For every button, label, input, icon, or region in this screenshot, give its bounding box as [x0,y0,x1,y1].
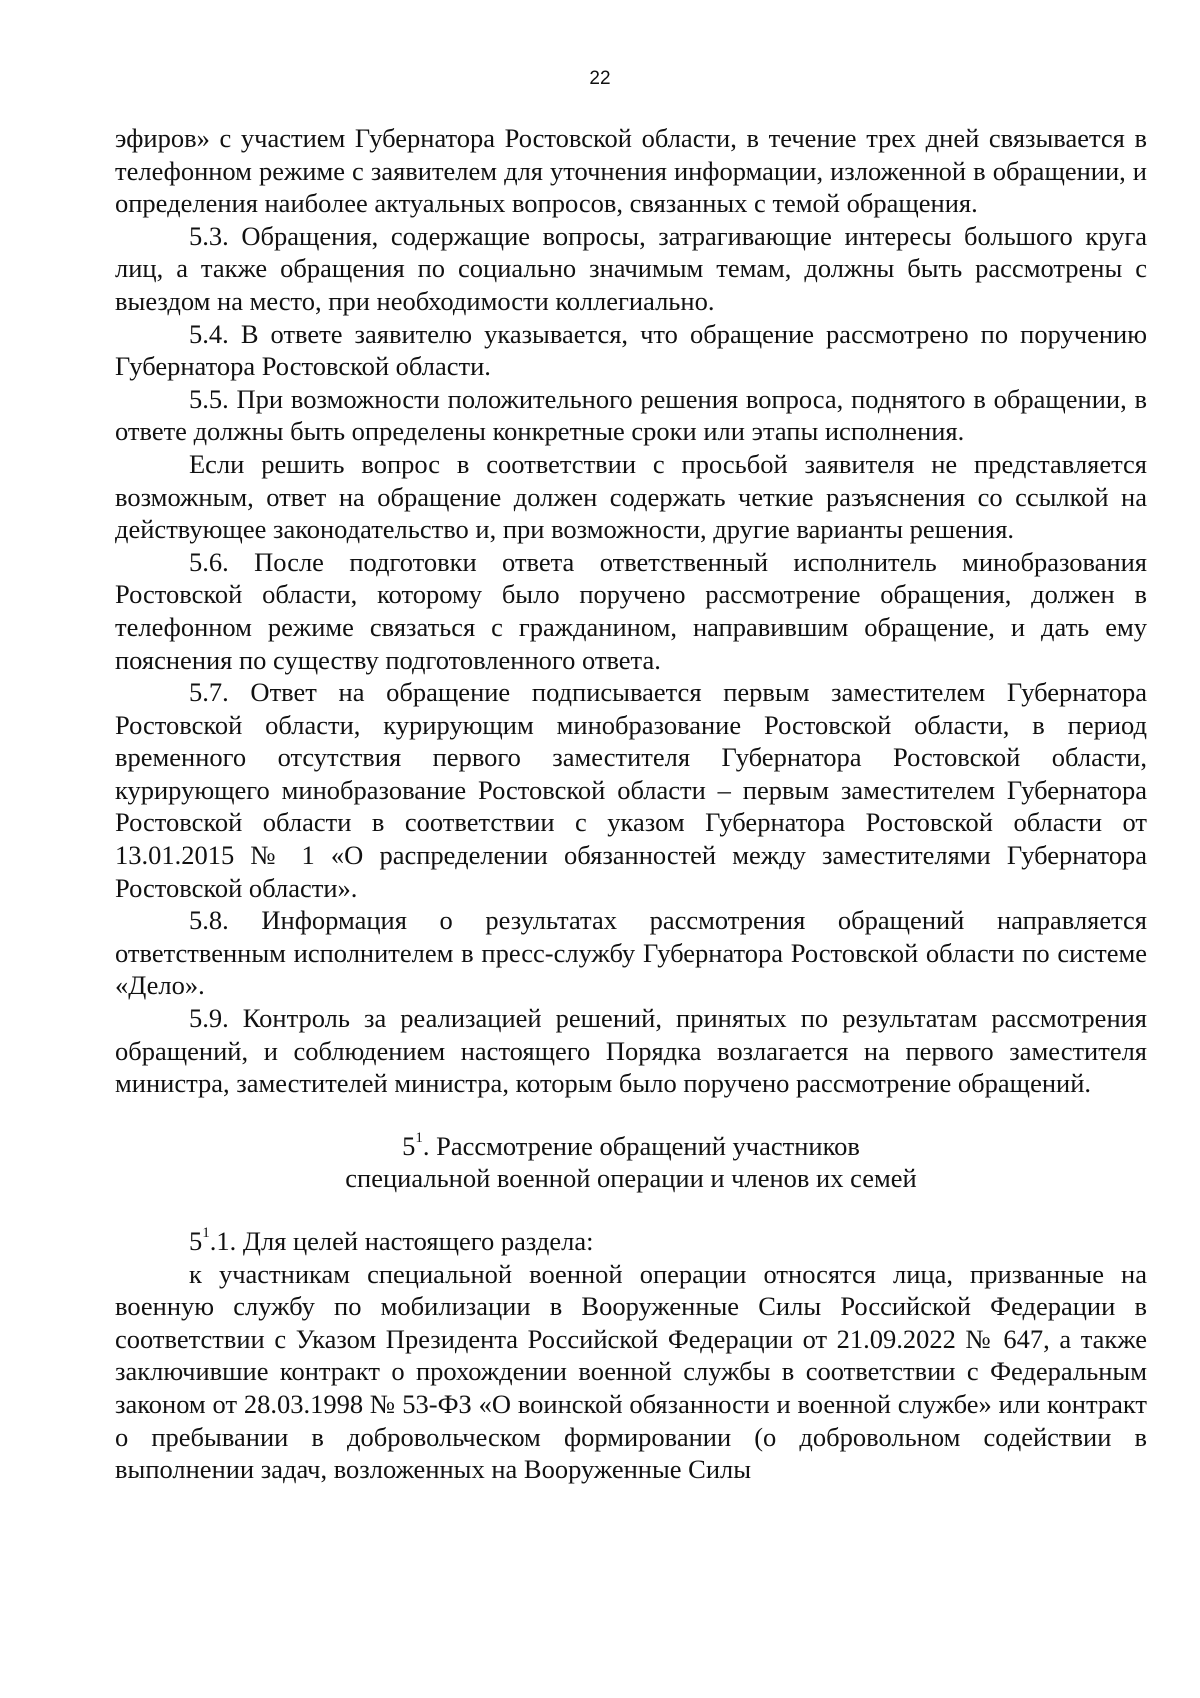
paragraph-svo-definition: к участникам специальной военной операции относятся лица, призванные на военную службу по мобилизации в Вооруженные Силы Российской Федерации в соответствии с Указом Президента Российской Федерации от 21.09.2022 № 647, а также заключившие контракт о прохождении военной службы в соответствии с Федеральным законом от 28.03.1998 № 53-ФЗ «О воинской обязанности и военной службе» или контракт о пребывании в добровольческом формировании (о добровольном содействии в выполнении задач, возложенных на Вооруженные Силы [115,1258,1147,1485]
paragraph-continuation: эфиров» с участием Губернатора Ростовской области, в течение трех дней связывается в телефонном режиме с заявителем для уточнения информации, изложенной в обращении, и определения наиболее актуальных вопросов, связанных с темой обращения. [115,123,1147,219]
section-number: 5 [402,1130,416,1161]
section-title-1: . Рассмотрение обращений участников [422,1130,860,1161]
subsection-number-sup: 1 [202,1225,210,1242]
paragraph-5-9: 5.9. Контроль за реализацией решений, принятых по результатам рассмотрения обращений, и соблюдением настоящего Порядка возлагается на первого заместителя министра, заместителей министра, которым было поручено рассмотрение обращений. [115,1003,1147,1099]
paragraph-5-6: 5.6. После подготовки ответа ответственный исполнитель минобразования Ростовской области, которому было поручено рассмотрение обращения, должен в телефонном режиме связаться с гражданином, направившим обращение, и дать ему пояснения по существу подготовленного ответа. [115,546,1147,675]
section-heading [115,1130,1147,1195]
subsection-number: 5 [189,1226,203,1256]
paragraph-5-4: 5.4. В ответе заявителю указывается, что обращение рассмотрено по поручению Губернатора Ростовской области. [115,318,1147,382]
document-body [115,122,1147,1486]
section-number-sup: 1 [415,1129,423,1146]
page-number: 22 [589,68,611,89]
paragraph-5-5-cont: Если решить вопрос в соответствии с просьбой заявителя не представляется возможным, ответ на обращение должен содержать четкие разъяснения со ссылкой на действующее законодательство и, при возможности, другие варианты решения. [115,448,1147,545]
paragraph-5-3: 5.3. Обращения, содержащие вопросы, затрагивающие интересы большого круга лиц, а также обращения по социально значимым темам, должны быть рассмотрены с выездом на место, при необходимости коллегиально. [115,220,1147,316]
section-heading-line-2: специальной военной операции и членов их семей [345,1163,917,1194]
subsection-text: .1. Для целей настоящего раздела: [209,1226,594,1256]
section-heading-line-1 [115,1130,1147,1163]
paragraph-5-5: 5.5. При возможности положительного решения вопроса, поднятого в обращении, в ответе должны быть определены конкретные сроки или этапы исполнения. [115,383,1147,447]
subsection-5-1-1 [115,1225,1147,1258]
paragraph-5-7: 5.7. Ответ на обращение подписывается первым заместителем Губернатора Ростовской области, курирующим минобразование Ростовской области, в период временного отсутствия первого заместителя Губернатора Ростовской области, курирующего минобразование Ростовской области – первым заместителем Губернатора Ростовской области в соответствии с указом Губернатора Ростовской области от 13.01.2015 № 1 «О распределении обязанностей между заместителями Губернатора Ростовской области». [115,677,1147,903]
paragraph-5-8: 5.8. Информация о результатах рассмотрения обращений направляется ответственным исполнителем в пресс-службу Губернатора Ростовской области по системе «Дело». [115,905,1147,1001]
